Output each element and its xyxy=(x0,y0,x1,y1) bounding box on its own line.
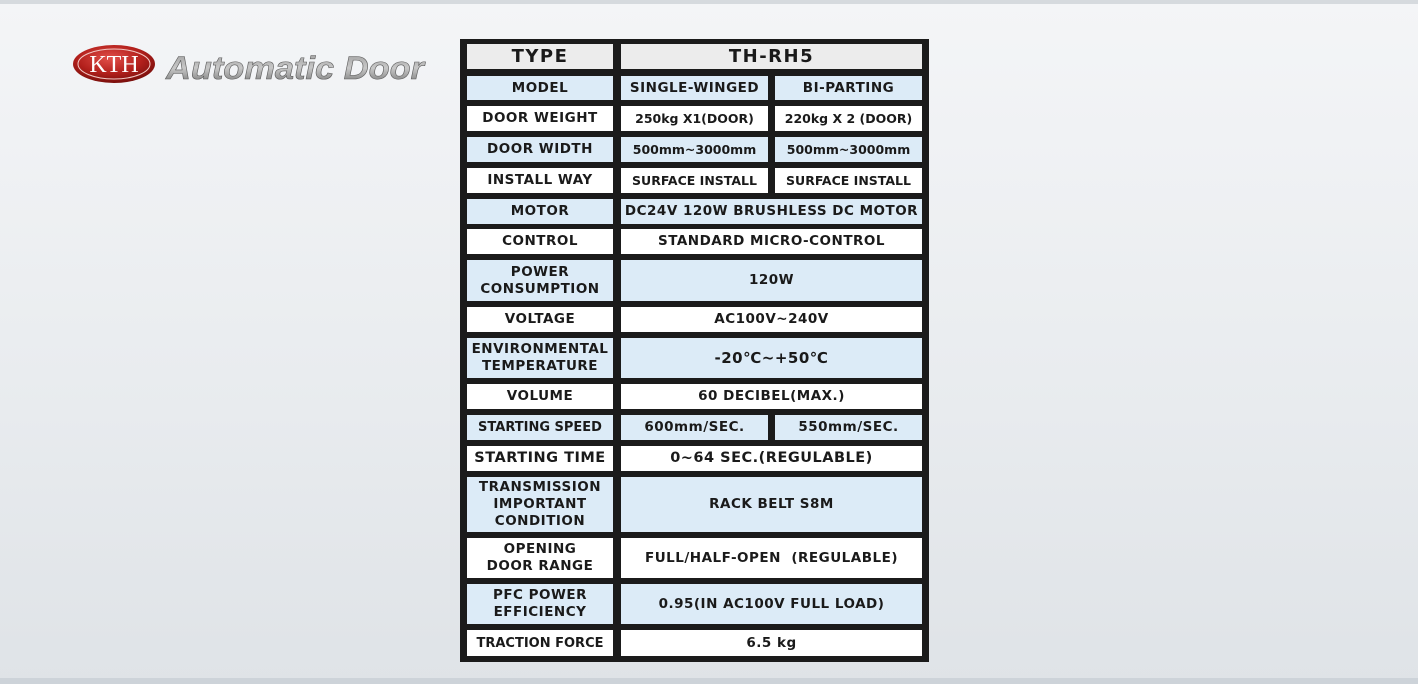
install-way-label: INSTALL WAY xyxy=(467,168,613,193)
transmission-label-line3: CONDITION xyxy=(494,513,586,529)
door-width-label: DOOR WIDTH xyxy=(467,137,613,162)
power-consumption-value: 120W xyxy=(621,260,922,301)
opening-door-range-label-line1: OPENING xyxy=(503,541,577,557)
starting-speed-label: STARTING SPEED xyxy=(467,415,613,440)
door-width-single: 500mm~3000mm xyxy=(621,137,768,162)
volume-value: 60 DECIBEL(MAX.) xyxy=(621,384,922,409)
voltage-value: AC100V~240V xyxy=(621,307,922,332)
starting-speed-bi: 550mm/SEC. xyxy=(775,415,922,440)
model-label: MODEL xyxy=(467,76,613,100)
environmental-temperature-label-line2: TEMPERATURE xyxy=(481,358,599,374)
door-weight-label: DOOR WEIGHT xyxy=(467,106,613,131)
voltage-label: VOLTAGE xyxy=(467,307,613,332)
volume-label: VOLUME xyxy=(467,384,613,409)
power-consumption-label-line1: POWER xyxy=(510,263,570,280)
type-value: TH-RH5 xyxy=(621,44,922,69)
starting-speed-single: 600mm/SEC. xyxy=(621,415,768,440)
door-width-bi: 500mm~3000mm xyxy=(775,137,922,162)
environmental-temperature-value: -20℃~+50℃ xyxy=(621,338,922,378)
install-way-bi: SURFACE INSTALL xyxy=(775,168,922,193)
top-border xyxy=(0,0,1418,4)
install-way-single: SURFACE INSTALL xyxy=(621,168,768,193)
motor-label: MOTOR xyxy=(467,199,613,224)
power-consumption-label-line2: CONSUMPTION xyxy=(480,280,600,297)
door-weight-bi: 220kg X 2 (DOOR) xyxy=(775,106,922,131)
model-single: SINGLE-WINGED xyxy=(621,76,768,100)
environmental-temperature-label xyxy=(467,338,613,378)
motor-value: DC24V 120W BRUSHLESS DC MOTOR xyxy=(621,199,922,224)
door-weight-single: 250kg X1(DOOR) xyxy=(621,106,768,131)
bottom-border xyxy=(0,678,1418,684)
spec-table xyxy=(460,39,929,662)
model-bi: BI-PARTING xyxy=(775,76,922,100)
pfc-power-efficiency-label xyxy=(467,584,613,624)
pfc-power-efficiency-value: 0.95(IN AC100V FULL LOAD) xyxy=(621,584,922,624)
transmission-value: RACK BELT S8M xyxy=(621,477,922,532)
kth-emblem-text: KTH xyxy=(89,52,139,78)
environmental-temperature-label-line1: ENVIRONMENTAL xyxy=(471,341,609,357)
starting-time-label: STARTING TIME xyxy=(467,446,613,471)
opening-door-range-value: FULL/HALF-OPEN (REGULABLE) xyxy=(621,538,922,578)
opening-door-range-label-line2: DOOR RANGE xyxy=(486,558,594,574)
transmission-label xyxy=(467,477,613,532)
pfc-power-efficiency-label-line2: EFFICIENCY xyxy=(493,604,587,620)
transmission-label-line1: TRANSMISSION xyxy=(478,479,602,495)
logo-tagline: Automatic Door xyxy=(164,50,426,86)
transmission-label-line2: IMPORTANT xyxy=(493,496,587,512)
power-consumption-label xyxy=(467,260,613,301)
opening-door-range-label xyxy=(467,538,613,578)
control-label: CONTROL xyxy=(467,229,613,254)
starting-time-value: 0~64 SEC.(REGULABLE) xyxy=(621,446,922,471)
control-value: STANDARD MICRO-CONTROL xyxy=(621,229,922,254)
traction-force-value: 6.5 kg xyxy=(621,630,922,656)
kth-automatic-door-logo xyxy=(72,42,432,88)
pfc-power-efficiency-label-line1: PFC POWER xyxy=(492,587,588,603)
traction-force-label: TRACTION FORCE xyxy=(467,630,613,656)
type-label: TYPE xyxy=(467,44,613,69)
logo-graphic xyxy=(72,42,432,88)
